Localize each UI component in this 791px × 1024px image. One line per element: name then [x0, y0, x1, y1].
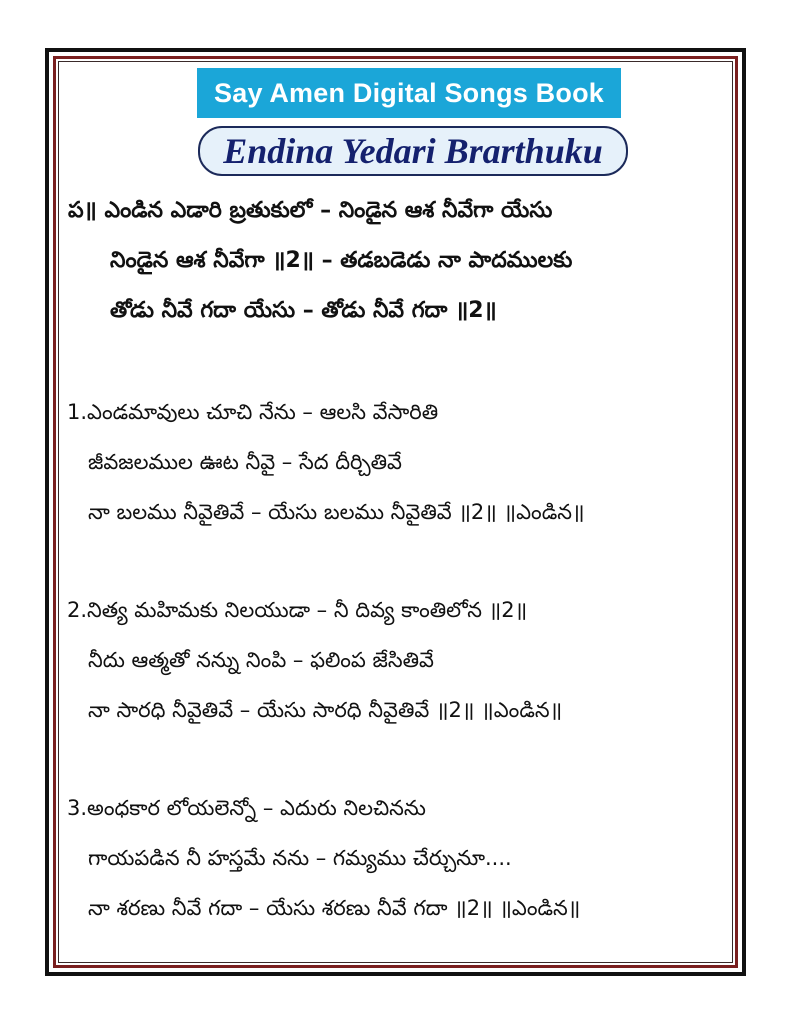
stanza-3-line-1: 3.అంధకార లోయలెన్నో – ఎదురు నిలచినను: [67, 796, 426, 820]
stanza-1-line-2: జీవజలముల ఊట నీవై – సేద దీర్చితివే: [88, 450, 402, 474]
pallavi-line-2: నిండైన ఆశ నీవేగా ॥2॥ – తడబడెడు నా పాదములకు: [110, 248, 573, 273]
song-title: Endina Yedari Brarthuku: [198, 126, 628, 176]
stanza-2-line-2: నీదు ఆత్మతో నన్ను నింపి – ఫలింప జేసితివే: [88, 648, 434, 672]
stanza-1-line-1: 1.ఎండమావులు చూచి నేను – ఆలసి వేసారితి: [67, 400, 439, 424]
stanza-1-line-3: నా బలము నీవైతివే – యేసు బలము నీవైతివే ॥2॥ ॥ఎండిన॥: [88, 500, 585, 524]
stanza-3-line-3: నా శరణు నీవే గదా – యేసు శరణు నీవే గదా ॥2॥ ॥ఎండిన॥: [88, 896, 581, 920]
stanza-3-line-2: గాయపడిన నీ హస్తమే నను – గమ్యము చేర్చునూ....: [88, 846, 512, 870]
pallavi-line-3: తోడు నీవే గదా యేసు – తోడు నీవే గదా ॥2॥: [110, 298, 497, 323]
songbook-banner: Say Amen Digital Songs Book: [197, 68, 621, 118]
pallavi-line-1: ప॥ ఎండిన ఎడారి బ్రతుకులో – నిండైన ఆశ నీవేగా యేసు: [68, 198, 553, 223]
stanza-2-line-1: 2.నిత్య మహిమకు నిలయుడా – నీ దివ్య కాంతిలోన ॥2॥: [67, 598, 528, 622]
stanza-2-line-3: నా సారధి నీవైతివే – యేసు సారధి నీవైతివే ॥2॥ ॥ఎండిన॥: [88, 698, 563, 722]
